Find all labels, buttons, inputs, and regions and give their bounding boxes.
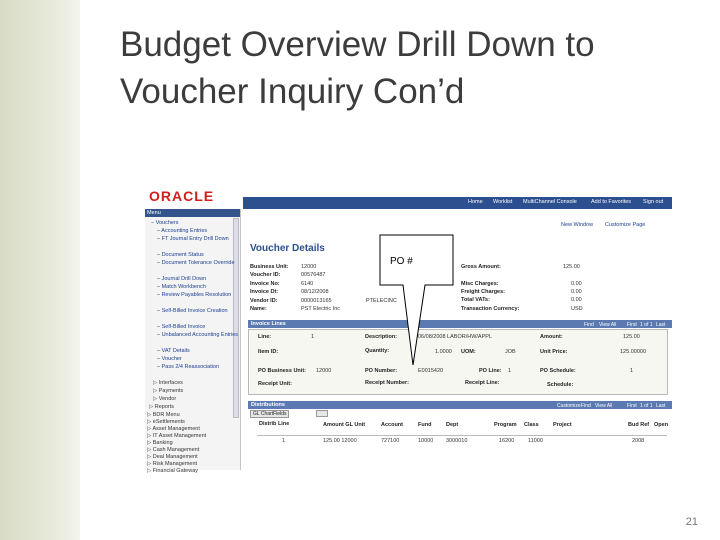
menu-item[interactable]: ▷ BDR Menu — [147, 412, 180, 418]
description-value: 06/08/2008 LABOR/HW/APPL — [418, 334, 492, 340]
business-unit-value: 12000 — [301, 264, 317, 270]
menu-item[interactable]: – Pass 2/4 Reassociation — [157, 364, 220, 370]
uom-value: JOB — [505, 349, 516, 355]
oracle-logo: ORACLE — [149, 188, 215, 204]
transaction-currency-value: USD — [571, 306, 583, 312]
po-number-label: PO Number: — [365, 368, 398, 374]
row-amount-gl-unit: 125.00 12000 — [323, 438, 357, 444]
nav-home[interactable]: Home — [468, 199, 483, 205]
unit-price-label: Unit Price: — [540, 349, 568, 355]
menu-item[interactable]: ▷ IT Asset Management — [147, 433, 207, 439]
po-business-unit-value: 12000 — [316, 368, 332, 374]
menu-item[interactable]: – VAT Details — [157, 348, 190, 354]
row-account: 727100 — [381, 438, 400, 444]
row-class: 11000 — [528, 438, 543, 444]
amount-label: Amount: — [540, 334, 563, 340]
voucher-id-label: Voucher ID: — [250, 272, 281, 278]
invoice-dt-label: Invoice Dt: — [250, 289, 279, 295]
customize-page-link[interactable]: Customize Page — [605, 222, 646, 228]
nav-worklist[interactable]: Worklist — [493, 199, 513, 205]
business-unit-label: Business Unit: — [250, 264, 289, 270]
col-class: Class — [524, 422, 539, 428]
uom-label: UOM: — [461, 349, 476, 355]
menu-item[interactable]: – Unbalanced Accounting Entries — [157, 332, 239, 338]
menu-item[interactable]: ▷ Reports — [149, 404, 175, 410]
menu-item[interactable]: – Vouchers — [151, 220, 179, 226]
menu-item[interactable]: ▷ Payments — [153, 388, 184, 394]
col-open: Open — [654, 422, 669, 428]
menu-item[interactable]: – Document Status — [157, 252, 204, 258]
transaction-currency-label: Transaction Currency: — [461, 306, 520, 312]
misc-charges-label: Misc Charges: — [461, 281, 499, 287]
po-schedule-label: PO Schedule: — [540, 368, 576, 374]
menu-item[interactable]: – Document Tolerance Override — [157, 260, 235, 266]
invoice-no-value: 6140 — [301, 281, 314, 287]
dist-pager: 1 of 1 — [640, 403, 653, 409]
menu-item[interactable]: – Review Payables Resolution — [157, 292, 232, 298]
schedule-label: Schedule: — [547, 382, 574, 388]
invoice-dt-value: 08/12/2008 — [301, 289, 329, 295]
dist-find-link[interactable]: Find — [581, 403, 591, 409]
vendor-id-label: Vendor ID: — [250, 298, 278, 304]
callout-shape — [380, 235, 453, 365]
col-amount-gl-unit: Amount GL Unit — [323, 422, 366, 428]
slide-title-line-1: Budget Overview Drill Down to — [120, 25, 595, 64]
dist-last-link[interactable]: Last — [656, 403, 666, 409]
col-distrib-line: Distrib Line — [259, 421, 290, 427]
menu-item[interactable]: – Match Workbench — [157, 284, 206, 290]
po-line-value: 1 — [508, 368, 512, 374]
invoice-view-all-link[interactable]: View All — [599, 322, 617, 328]
menu-item[interactable]: ▷ eSettlements — [147, 419, 185, 425]
row-dept: 3000010 — [446, 438, 468, 444]
col-program: Program — [494, 422, 517, 428]
po-business-unit-label: PO Business Unit: — [258, 368, 306, 374]
vendor-code-value: PTELECINC — [366, 298, 397, 304]
line-value: 1 — [311, 334, 315, 340]
name-value: PST Electric Inc — [301, 306, 341, 312]
col-project: Project — [553, 422, 572, 428]
nav-multichannel[interactable]: MultiChannel Console — [523, 199, 577, 205]
menu-item[interactable]: ▷ Deal Management — [147, 454, 198, 460]
row-fund: 10000 — [418, 438, 434, 444]
menu-item[interactable]: ▷ Financial Gateway — [147, 468, 199, 474]
menu-item[interactable]: – Self-Billed Invoice Creation — [157, 308, 228, 314]
unit-price-value: 125.00000 — [620, 349, 646, 355]
gross-amount-label: Gross Amount: — [461, 264, 501, 270]
row-bud-ref: 2008 — [632, 438, 645, 444]
menu-item[interactable]: ▷ Interfaces — [153, 380, 183, 386]
vendor-id-value: 0000013165 — [301, 298, 332, 304]
invoice-pager: 1 of 1 — [640, 322, 653, 328]
receipt-number-label: Receipt Number: — [365, 380, 410, 386]
page-number: 21 — [685, 516, 698, 528]
invoice-last-link[interactable]: Last — [656, 322, 666, 328]
freight-charges-value: 0.00 — [571, 289, 582, 295]
invoice-no-label: Invoice No: — [250, 281, 280, 287]
dist-customize-link[interactable]: Customize — [557, 403, 581, 409]
invoice-find-link[interactable]: Find — [584, 322, 594, 328]
row-program: 16200 — [499, 438, 515, 444]
callout-text: PO # — [390, 256, 413, 267]
menu-item[interactable]: – Voucher — [157, 356, 182, 362]
invoice-lines-title: Invoice Lines — [251, 321, 286, 327]
po-line-label: PO Line: — [479, 368, 502, 374]
voucher-id-value: 00576487 — [301, 272, 326, 278]
row-distrib-line: 1 — [282, 438, 286, 444]
menu-item[interactable]: – Journal Drill Down — [157, 276, 207, 282]
freight-charges-label: Freight Charges: — [461, 289, 506, 295]
total-vats-label: Total VATs: — [461, 297, 490, 303]
menu-item[interactable]: ▷ Cash Management — [147, 447, 200, 453]
po-schedule-value: 1 — [630, 368, 634, 374]
page-title: Voucher Details — [250, 243, 325, 254]
receipt-unit-label: Receipt Unit: — [258, 381, 292, 387]
total-vats-value: 0.00 — [571, 297, 582, 303]
item-id-label: Item ID: — [258, 349, 279, 355]
menu-item[interactable]: – FT Journal Entry Drill Down — [157, 236, 229, 242]
po-number-value: E0015420 — [418, 368, 444, 374]
description-label: Description: — [365, 334, 398, 340]
col-fund: Fund — [418, 422, 432, 428]
menu-item[interactable]: ▷ Asset Management — [147, 426, 200, 432]
menu-item[interactable]: ▷ Risk Management — [147, 461, 198, 467]
dist-first-link[interactable]: First — [627, 403, 637, 409]
distributions-title: Distributions — [251, 402, 285, 408]
slide-title-line-2: Voucher Inquiry Con’d — [120, 72, 465, 111]
line-label: Line: — [258, 334, 272, 340]
dist-view-all-link[interactable]: View All — [595, 403, 613, 409]
misc-charges-value: 0.00 — [571, 281, 582, 287]
col-account: Account — [381, 422, 403, 428]
tab-gl-chartfields[interactable]: GL ChartFields — [250, 410, 289, 418]
name-label: Name: — [250, 306, 267, 312]
new-window-link[interactable]: New Window — [561, 222, 594, 228]
menu-item[interactable]: ▷ Banking — [147, 440, 173, 446]
gross-amount-value: 125.00 — [563, 264, 580, 270]
col-bud-ref: Bud Ref — [628, 422, 650, 428]
menu-item[interactable]: – Self-Billed Invoice — [157, 324, 206, 330]
nav-signout[interactable]: Sign out — [643, 199, 664, 205]
quantity-label: Quantity: — [365, 348, 390, 354]
amount-value: 125.00 — [623, 334, 640, 340]
menu-title: Menu — [145, 209, 240, 217]
nav-favorites[interactable]: Add to Favorites — [591, 199, 632, 205]
receipt-line-label: Receipt Line: — [465, 380, 500, 386]
invoice-first-link[interactable]: First — [627, 322, 637, 328]
menu-item[interactable]: ▷ Vendor — [153, 396, 177, 402]
quantity-value: 1.0000 — [435, 349, 452, 355]
menu-item[interactable]: – Accounting Entries — [157, 228, 208, 234]
col-dept: Dept — [446, 422, 459, 428]
